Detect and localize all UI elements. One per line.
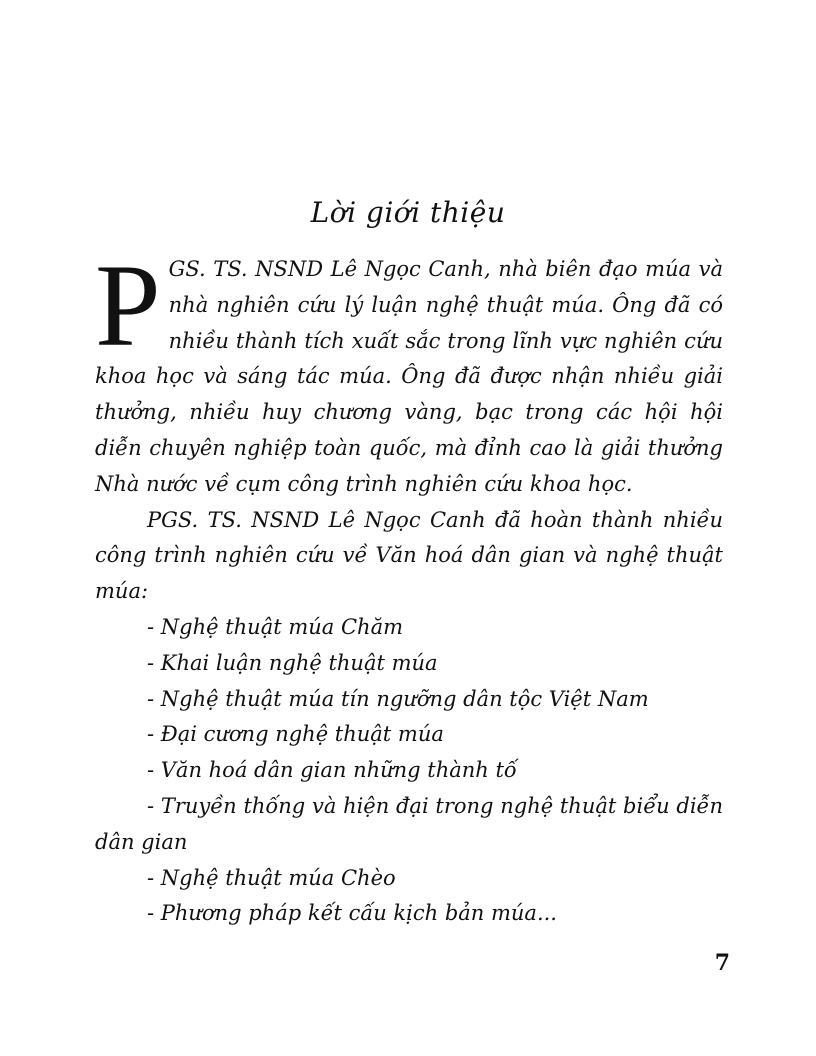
list-item: - Đại cương nghệ thuật múa [147, 722, 444, 747]
second-paragraph: PGS. TS. NSND Lê Ngọc Canh đã hoàn thành nhiều công trình nghiên cứu về Văn hoá dân gian và nghệ thuật múa: [95, 507, 723, 604]
page-number: 7 [714, 950, 730, 976]
page-title: Lời giới thiệu [310, 196, 506, 229]
list-item: - Khai luận nghệ thuật múa [147, 650, 438, 675]
drop-cap: P [95, 240, 161, 371]
intro-text: GS. TS. NSND Lê Ngọc Canh, nhà biên đạo múa và nhà nghiên cứu lý luận nghệ thuật múa. Ông đã có nhiều thành tích xuất sắc trong lĩnh vực nghiên cứu khoa học và sáng tác múa. Ông đã được nhận nhiều giải thưởng, nhiều huy chương vàng, bạc trong các hội hội diễn chuyên nghiệp toàn quốc, mà đỉnh cao là giải thưởng Nhà nước về cụm công trình nghiên cứu khoa học. [95, 257, 723, 496]
body-text [95, 240, 723, 932]
list-item: - Truyền thống và hiện đại trong nghệ thuật biểu diễn dân gian [95, 793, 723, 854]
list-item: - Văn hoá dân gian những thành tố [147, 758, 517, 783]
list-item: - Nghệ thuật múa tín ngưỡng dân tộc Việt Nam [147, 686, 649, 711]
list-item: - Nghệ thuật múa Chèo [147, 865, 396, 890]
list-item: - Phương pháp kết cấu kịch bản múa... [147, 901, 557, 926]
works-list [95, 610, 723, 932]
intro-paragraph [95, 240, 723, 503]
list-item: - Nghệ thuật múa Chăm [147, 614, 403, 639]
